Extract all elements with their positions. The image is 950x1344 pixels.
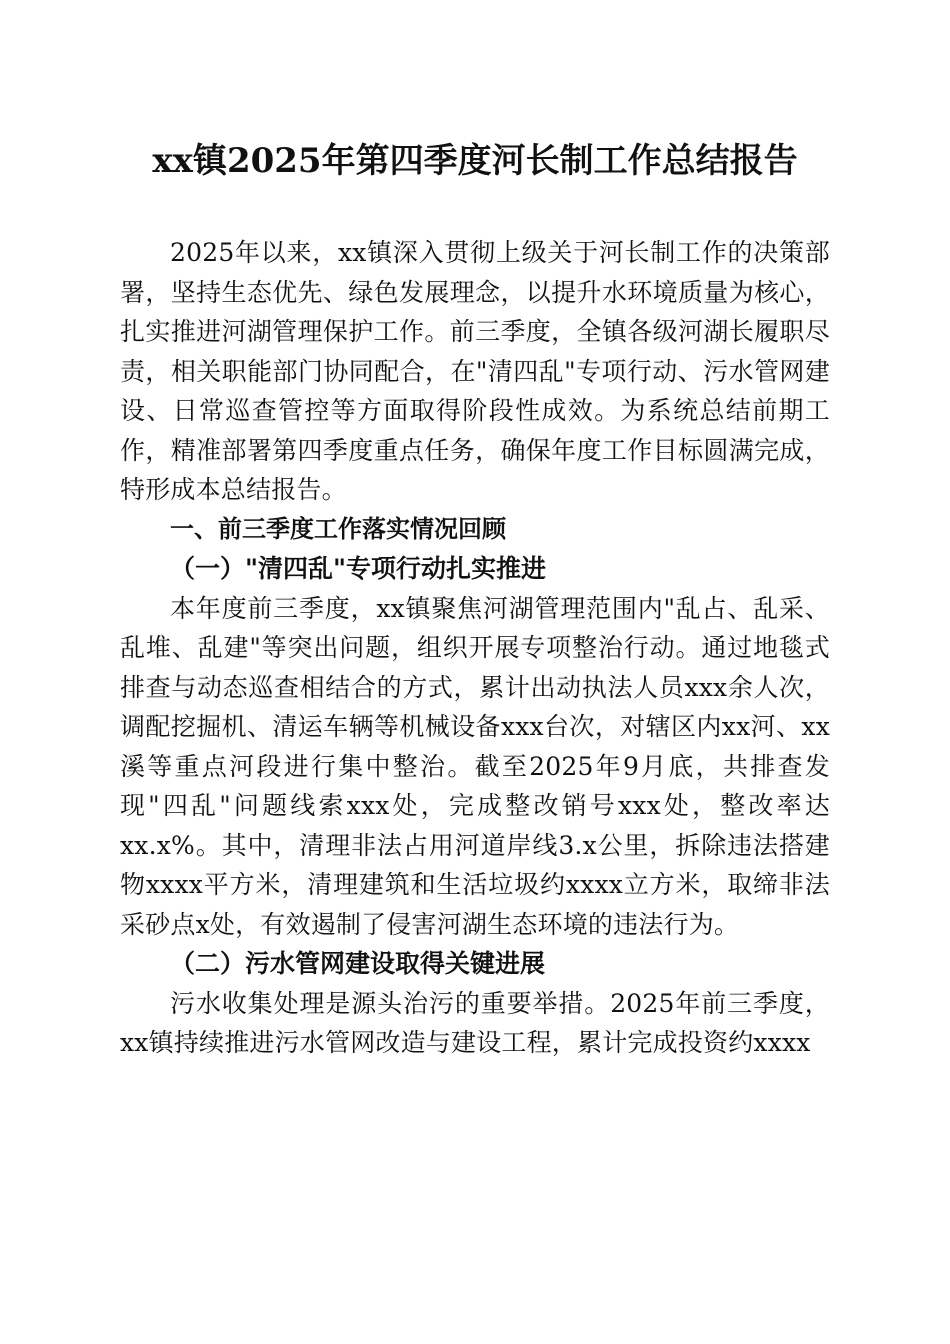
subsection-heading-2: （二）污水管网建设取得关键进展 [170, 949, 546, 978]
subsection-paragraph-2: 污水收集处理是源头治污的重要举措。2025年前三季度，xx镇持续推进污水管网改造与建设工程，累计完成投资约xxxx [120, 988, 830, 1057]
subsection-paragraph-1: 本年度前三季度，xx镇聚焦河湖管理范围内"乱占、乱采、乱堆、乱建"等突出问题，组织开展专项整治行动。通过地毯式排查与动态巡查相结合的方式，累计出动执法人员xxx余人次，调配挖掘机、清运车辆等机械设备xxx台次，对辖区内xx河、xx溪等重点河段进行集中整治。截至2025年9月底，共排查发现"四乱"问题线索xxx处，完成整改销号xxx处，整改率达xx.x%。其中，清理非法占用河道岸线3.x公里，拆除违法搭建物xxxx平方米，清理建筑和生活垃圾约xxxx立方米，取缔非法采砂点x处，有效遏制了侵害河湖生态环境的违法行为。 [120, 593, 830, 939]
intro-paragraph: 2025年以来，xx镇深入贯彻上级关于河长制工作的决策部署，坚持生态优先、绿色发展理念，以提升水环境质量为核心，扎实推进河湖管理保护工作。前三季度，全镇各级河湖长履职尽责，相关职能部门协同配合，在"清四乱"专项行动、污水管网建设、日常巡查管控等方面取得阶段性成效。为系统总结前期工作，精准部署第四季度重点任务，确保年度工作目标圆满完成，特形成本总结报告。 [120, 238, 830, 504]
subsection-heading-1: （一）"清四乱"专项行动扎实推进 [170, 554, 547, 583]
section-heading-1: 一、前三季度工作落实情况回顾 [170, 514, 506, 543]
document-body [120, 233, 830, 1063]
document-title: xx镇2025年第四季度河长制工作总结报告 [152, 141, 798, 181]
